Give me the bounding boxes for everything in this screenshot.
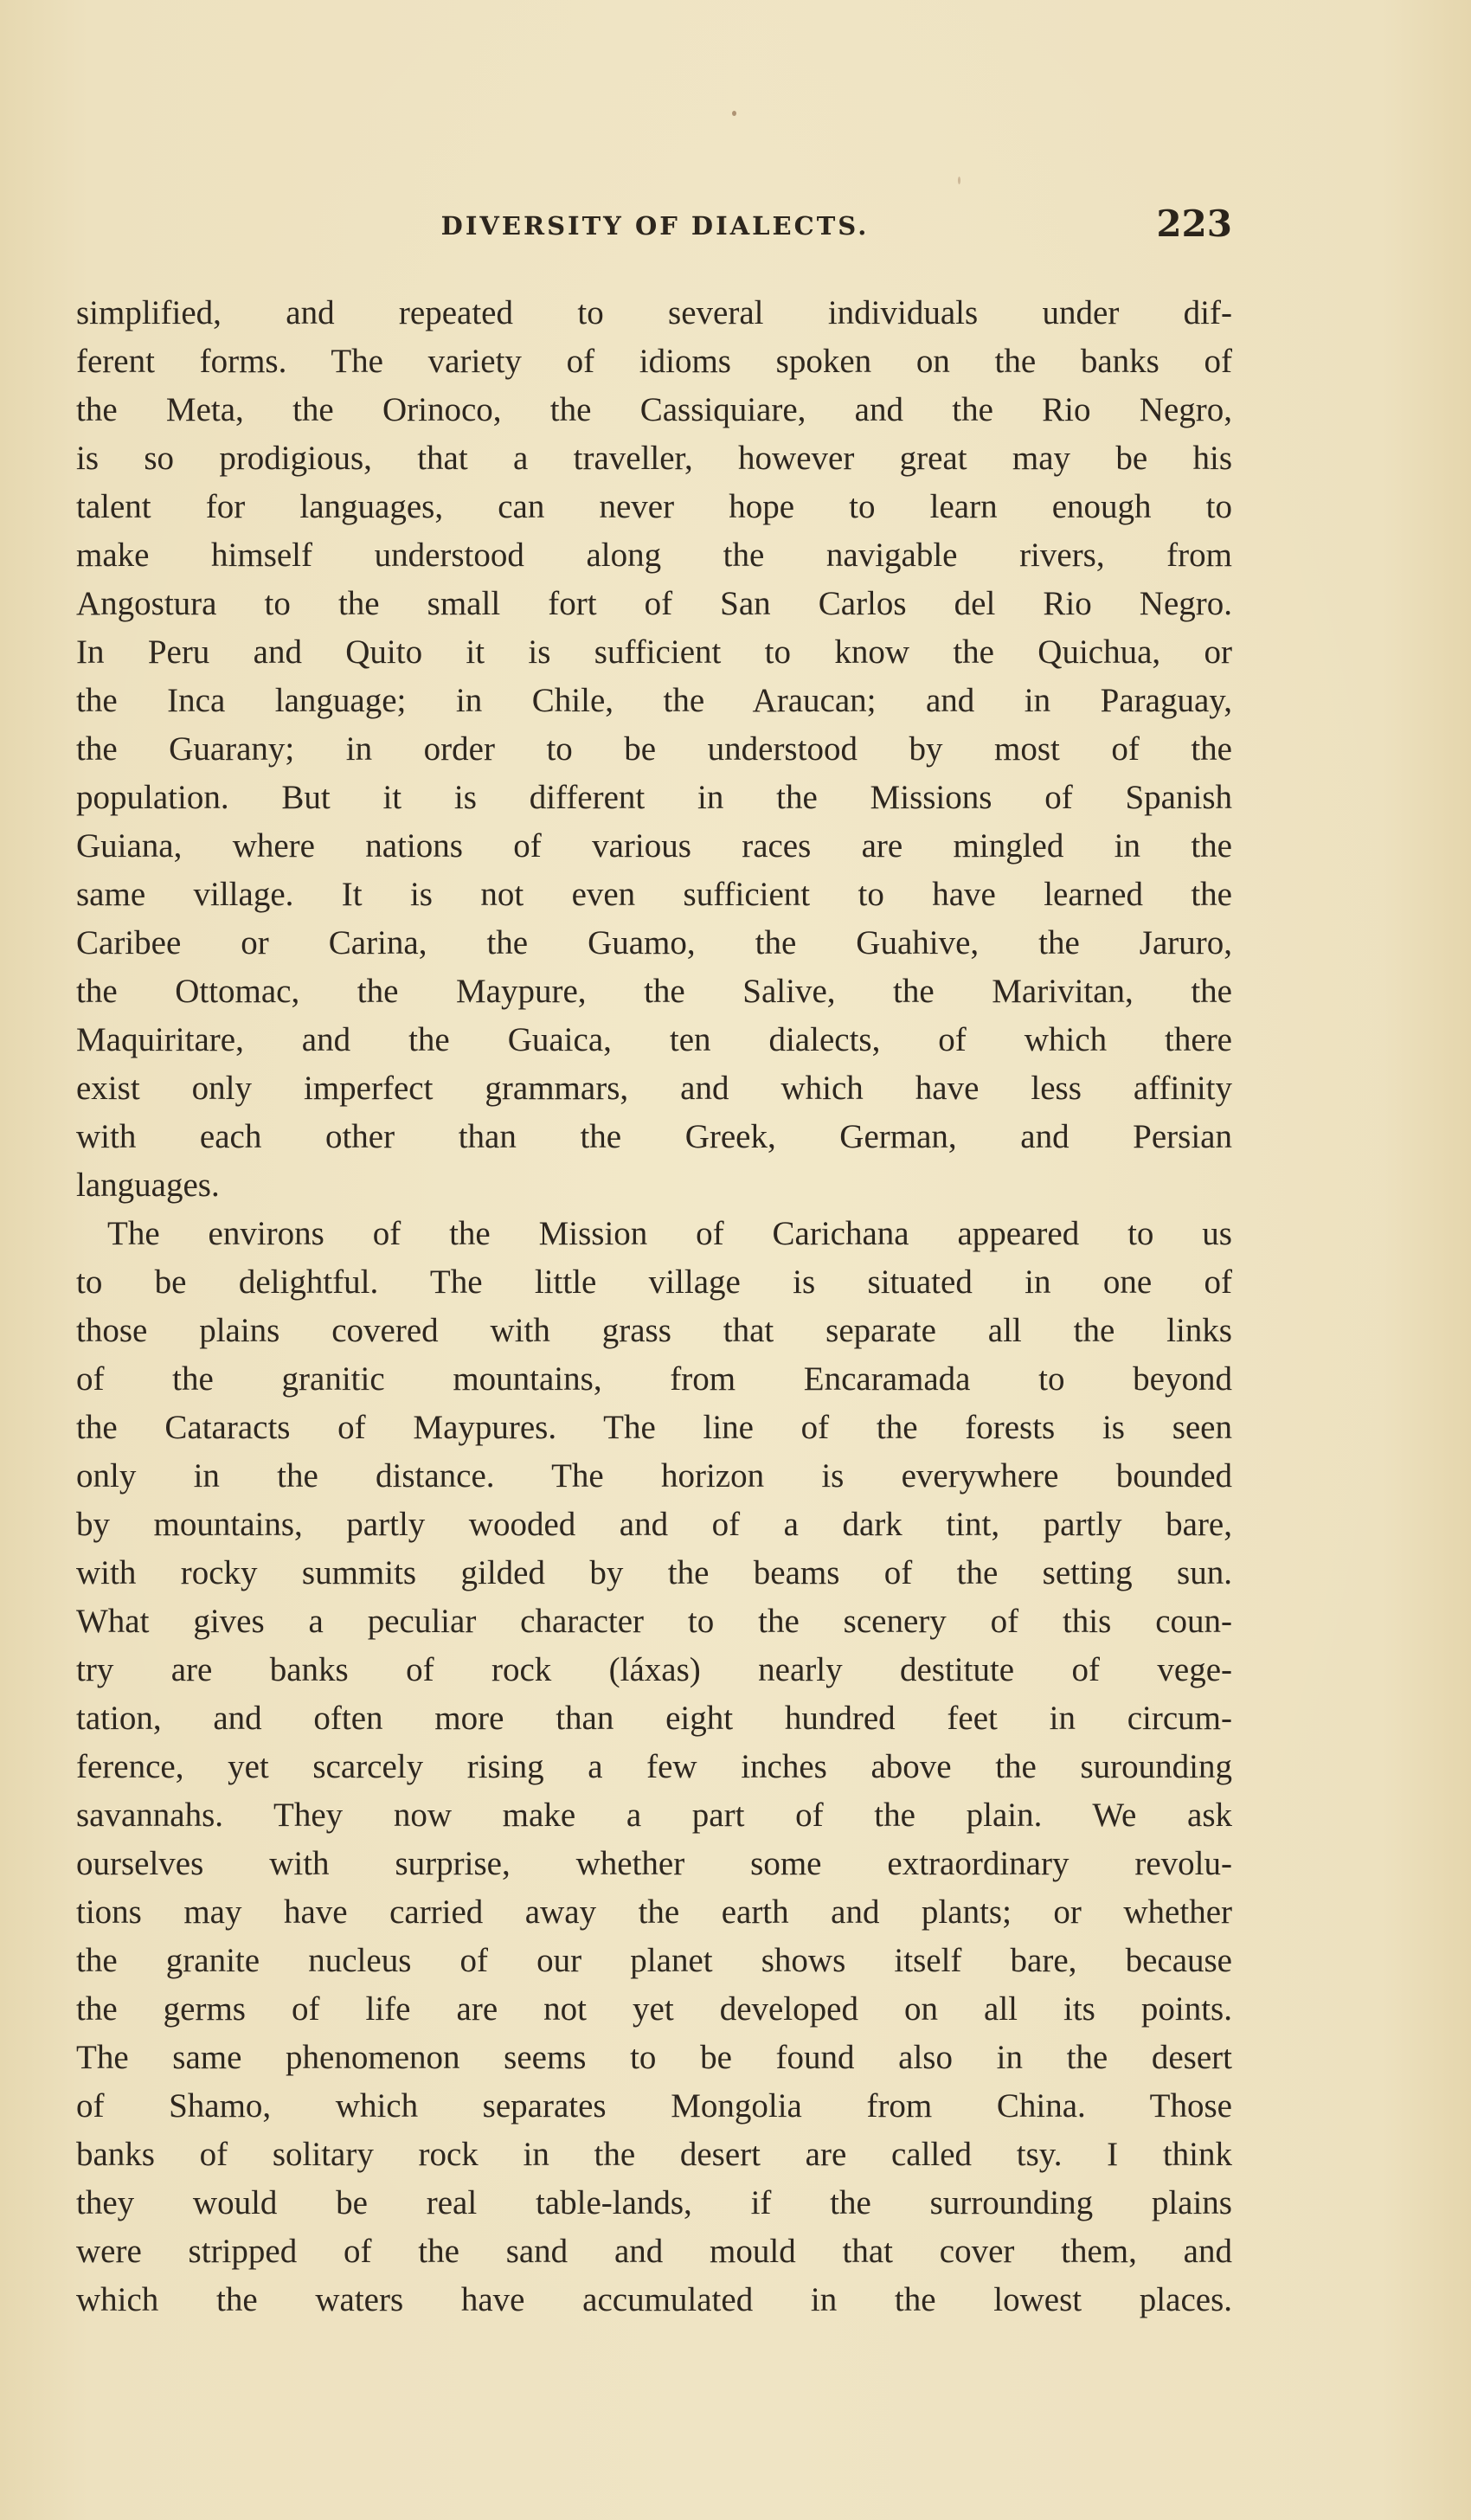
text-line: The environs of the Mission of Carichana appeared to us	[107, 1215, 1232, 1252]
text-line: Angostura to the small fort of San Carlos del Rio Negro.	[76, 585, 1232, 622]
text-line: In Peru and Quito it is sufficient to know the Quichua, or	[76, 633, 1232, 671]
body-text	[76, 289, 1232, 2324]
text-line: by mountains, partly wooded and of a dark tint, partly bare,	[76, 1506, 1232, 1543]
text-line: the Meta, the Orinoco, the Cassiquiare, and the Rio Negro,	[76, 391, 1232, 428]
text-line: ferent forms. The variety of idioms spoken on the banks of	[76, 343, 1232, 380]
text-line: savannahs. They now make a part of the plain. We ask	[76, 1797, 1232, 1834]
text-line: Guiana, where nations of various races are mingled in the	[76, 827, 1232, 865]
text-line: only in the distance. The horizon is everywhere bounded	[76, 1457, 1232, 1495]
text-line: The same phenomenon seems to be found also in the desert	[76, 2039, 1232, 2076]
text-line: to be delightful. The little village is situated in one of	[76, 1263, 1232, 1301]
text-line: the Ottomac, the Maypure, the Salive, the Marivitan, the	[76, 973, 1232, 1010]
text-line: Maquiritare, and the Guaica, ten dialects, of which there	[76, 1021, 1232, 1058]
paper-speck	[958, 177, 960, 184]
text-line: with rocky summits gilded by the beams of the setting sun.	[76, 1554, 1232, 1591]
text-line: the germs of life are not yet developed on all its points.	[76, 1990, 1232, 2028]
text-line: try are banks of rock (láxas) nearly destitute of vege-	[76, 1651, 1232, 1688]
text-line: the Cataracts of Maypures. The line of the forests is seen	[76, 1409, 1232, 1446]
text-line: those plains covered with grass that separate all the links	[76, 1312, 1232, 1349]
text-line: they would be real table-lands, if the surrounding plains	[76, 2184, 1232, 2221]
text-line: which the waters have accumulated in the lowest places.	[76, 2281, 1232, 2318]
text-line: ourselves with surprise, whether some extraordinary revolu-	[76, 1845, 1232, 1882]
text-line: were stripped of the sand and mould that cover them, and	[76, 2233, 1232, 2270]
text-line: make himself understood along the navigable rivers, from	[76, 537, 1232, 574]
text-line: tions may have carried away the earth and plants; or whether	[76, 1893, 1232, 1931]
text-line: population. But it is different in the Missions of Spanish	[76, 779, 1232, 816]
text-line: simplified, and repeated to several individuals under dif-	[76, 294, 1232, 331]
text-line: exist only imperfect grammars, and which have less affinity	[76, 1070, 1232, 1107]
text-line: talent for languages, can never hope to learn enough to	[76, 488, 1232, 525]
paper-speck	[732, 111, 736, 116]
text-line: of Shamo, which separates Mongolia from China. Those	[76, 2087, 1232, 2125]
running-head: DIVERSITY OF DIALECTS.	[440, 211, 870, 241]
text-line: Caribee or Carina, the Guamo, the Guahive, the Jaruro,	[76, 924, 1232, 961]
text-line: the Inca language; in Chile, the Araucan; and in Paraguay,	[76, 682, 1232, 719]
text-line: of the granitic mountains, from Encaramada to beyond	[76, 1360, 1232, 1398]
text-line: What gives a peculiar character to the scenery of this coun-	[76, 1603, 1232, 1640]
text-line: with each other than the Greek, German, and Persian	[76, 1118, 1232, 1155]
page-number: 223	[1156, 202, 1232, 245]
text-line: the Guarany; in order to be understood by most of the	[76, 730, 1232, 768]
text-line: banks of solitary rock in the desert are called tsy. I think	[76, 2136, 1232, 2173]
page-header	[78, 197, 1232, 258]
text-line: languages.	[76, 1167, 220, 1204]
text-line: is so prodigious, that a traveller, however great may be his	[76, 440, 1232, 477]
text-line: tation, and often more than eight hundred feet in circum-	[76, 1700, 1232, 1737]
text-line: the granite nucleus of our planet shows itself bare, because	[76, 1942, 1232, 1979]
text-line: ference, yet scarcely rising a few inches above the surounding	[76, 1748, 1232, 1785]
text-line: same village. It is not even sufficient to have learned the	[76, 876, 1232, 913]
